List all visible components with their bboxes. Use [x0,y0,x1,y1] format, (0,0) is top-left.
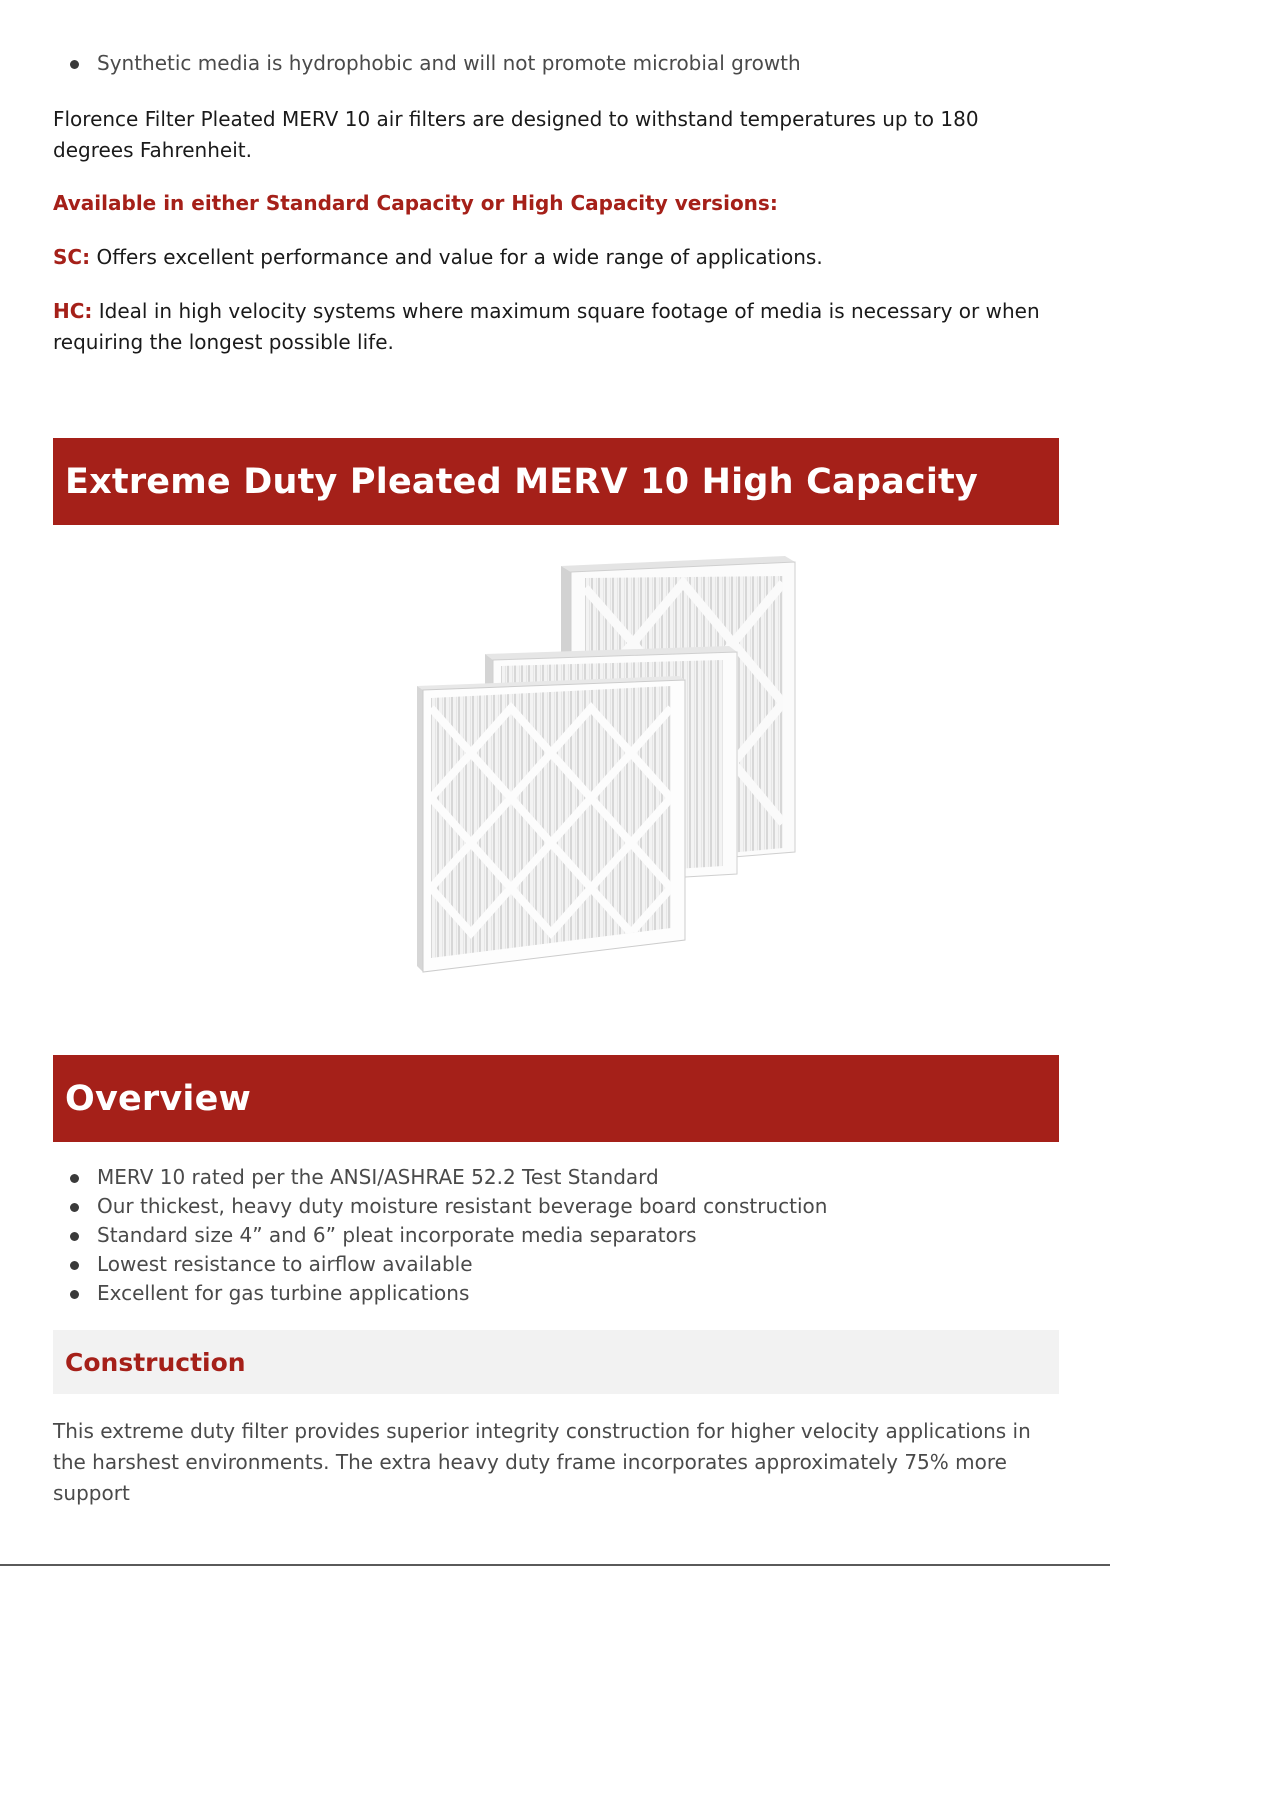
sc-label: SC: [53,245,91,269]
list-item: MERV 10 rated per the ANSI/ASHRAE 52.2 Test Standard [53,1163,1059,1192]
bullet-icon [70,1261,79,1270]
page-divider [0,1564,1110,1566]
bullet-icon [70,1290,79,1299]
overview-list [53,1163,1059,1308]
list-item: Excellent for gas turbine applications [53,1279,1059,1308]
sc-text: Offers excellent performance and value for a wide range of applications. [90,245,823,269]
construction-heading: Construction [53,1330,1059,1394]
construction-paragraph: This extreme duty filter provides superior integrity construction for higher velocity applications in the harshest environments. The extra heavy duty frame incorporates approximately 75% more support [53,1419,1031,1505]
sc-paragraph [53,242,1059,273]
feature-list-top [53,49,1059,78]
hc-label: HC: [53,299,93,323]
availability-heading: Available in either Standard Capacity or High Capacity versions: [53,191,778,215]
list-item: Lowest resistance to airflow available [53,1250,1059,1279]
overview-heading: Overview [53,1055,1059,1142]
product-title-banner: Extreme Duty Pleated MERV 10 High Capacity [53,438,1059,525]
bullet-icon [70,60,79,69]
product-image [353,548,813,978]
hc-paragraph [53,296,1059,358]
hc-text: Ideal in high velocity systems where maximum square footage of media is necessary or when requiring the longest possible life. [53,299,1040,354]
list-item: Our thickest, heavy duty moisture resistant beverage board construction [53,1192,1059,1221]
bullet-icon [70,1203,79,1212]
list-item: Standard size 4” and 6” pleat incorporate media separators [53,1221,1059,1250]
list-item: Synthetic media is hydrophobic and will not promote microbial growth [53,49,1059,78]
bullet-icon [70,1174,79,1183]
temperature-paragraph: Florence Filter Pleated MERV 10 air filters are designed to withstand temperatures up to 180 degrees Fahrenheit. [53,107,979,162]
bullet-icon [70,1232,79,1241]
